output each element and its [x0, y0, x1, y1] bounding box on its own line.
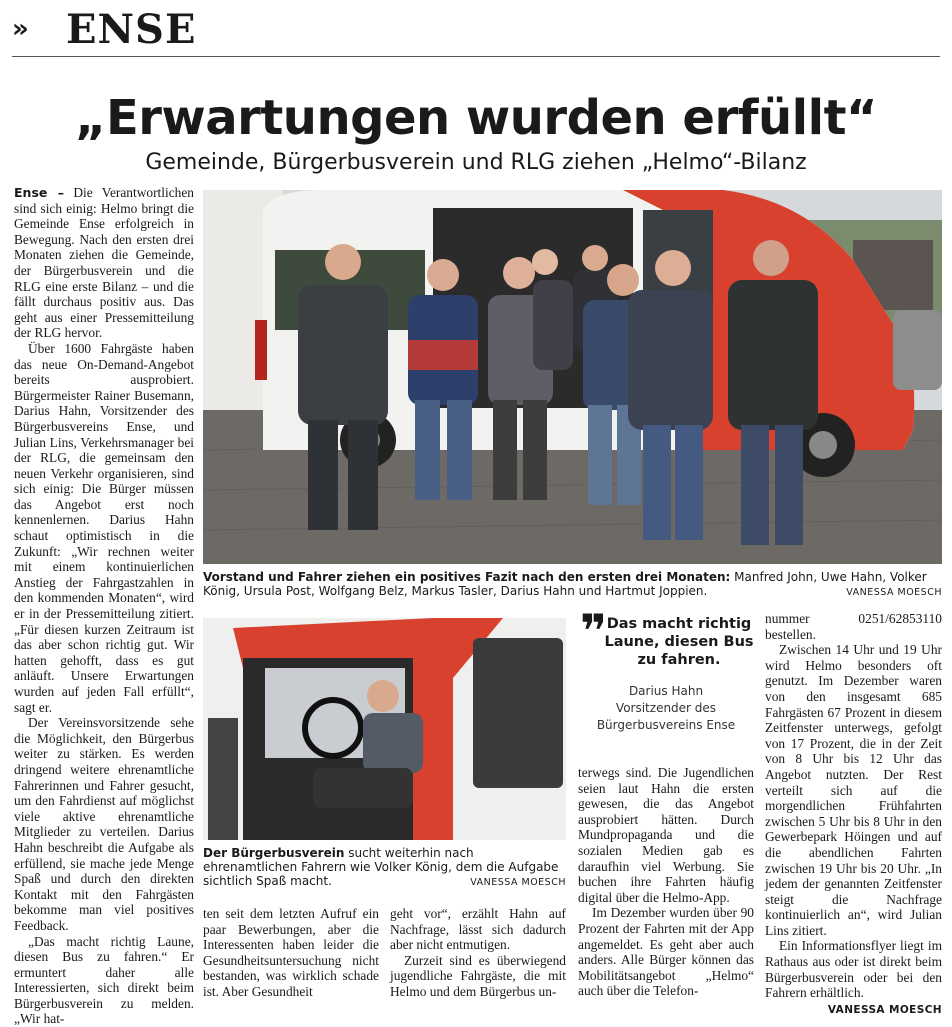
rubric-arrow: » [12, 14, 29, 44]
paragraph: Zurzeit sind es überwiegend jugendliche Fahrgäste, die mit Helmo und dem Bürgerbus un- [390, 953, 566, 1000]
author-byline: VANESSA MOESCH [765, 1003, 942, 1019]
quote-author: Darius Hahn [578, 683, 754, 700]
pull-quote [578, 615, 754, 734]
paragraph: „Das macht richtig Laune, diesen Bus zu fahren.“ Er ermuntert daher alle Interessierten, sich direkt beim Bürgerbusverein zu melden. „Wir hat- [14, 934, 194, 1027]
paragraph: nummer 0251/62853110 bestellen. [765, 611, 942, 642]
group-photo-image [203, 190, 942, 564]
paragraph: ten seit dem letzten Aufruf ein paar Bewerbungen, aber die Interessenten haben leider die Gesundheitsuntersuchung nicht bestanden, was wirklich schade ist. Aber Gesundheit [203, 906, 379, 1000]
quote-text: Das macht richtig Laune, diesen Bus zu fahren. [578, 615, 754, 669]
caption-text: sucht weiterhin nach ehrenamtlichen Fahrern wie Volker König, dem die Aufgabe sichtlich Spaß macht. [203, 846, 558, 888]
article-column-5 [765, 611, 942, 1018]
quote-role: Vorsitzender des Bürgerbusvereins Ense [578, 700, 754, 734]
group-photo [203, 190, 942, 564]
driver-photo-image [203, 618, 566, 840]
paragraph: terwegs sind. Die Jugendlichen seien laut Hahn die ersten gewesen, die das Angebot ausprobiert hätten. Durch Mundpropaganda und die sozialen Medien gab es daraufhin viel Werbung. Sie buchen ihre Fahrten häufig digital über die Helmo-App. [578, 765, 754, 905]
paragraph: Zwischen 14 Uhr und 19 Uhr wird Helmo besonders oft genutzt. Im Dezember waren von den insgesamt 685 Fahrgästen 67 Prozent in diesem Zeitfenster unterwegs, gefolgt von 17 Prozent, die in der Zeit von 8 Uhr bis 12 Uhr das Angebot nutzten. Der Rest verteilt sich auf die morgendlichen Frühfahrten zwischen 5 Uhr bis 8 Uhr in den Gewerbepark Höingen und auf die abendlichen Fahrten zwischen 19 Uhr bis 20 Uhr. „In jedem der genannten Zeitfenster steigt die Nachfrage kontinuierlich an“, wird Julian Lins zitiert. [765, 642, 942, 938]
paragraph: Ein Informationsflyer liegt im Rathaus aus oder ist direkt beim Bürgerbusverein oder bei den Fahrern erhältlich. [765, 938, 942, 1000]
paragraph: Im Dezember wurden über 90 Prozent der Fahrten mit der App angemeldet. Es geht aber auch anders. Alle Bürger können das Mobilitätsangebot „Helmo“ auch über die Telefon- [578, 905, 754, 999]
photo-credit: VANESSA MOESCH [366, 877, 566, 888]
paragraph: Der Vereinsvorsitzende sehe die Möglichkeit, den Bürgerbus weiter zu stärken. Es werden dringend weitere ehrenamtliche Fahrerinnen und Fahrer gesucht, um den Fahrdienst auf möglichst viele aktive ehrenamtliche Mitglieder zu verteilen. Darius Hahn beschreibt die Aufgabe als erfüllend, sie mache jede Menge Spaß und durch den direkten Kontakt mit den Fahrgästen bekomme man viel positives Feedback. [14, 715, 194, 933]
caption-lead: Vorstand und Fahrer ziehen ein positives Fazit nach den ersten drei Monaten: [203, 570, 730, 584]
caption-lead: Der Bürgerbusverein [203, 846, 344, 860]
headline: „Erwartungen wurden erfüllt“ [0, 90, 952, 146]
header-rule [12, 56, 940, 57]
paragraph: geht vor“, erzählt Hahn auf Nachfrage, lässt sich dadurch aber nicht entmutigen. [390, 906, 566, 953]
paragraph [14, 185, 194, 341]
caption-text: Manfred John, Uwe Hahn, Volker König, Ursula Post, Wolfgang Belz, Markus Tasler, Darius Hahn und Hartmut Joppien. [203, 570, 927, 598]
article-column-3 [390, 906, 566, 1000]
article-column-2 [203, 906, 379, 1000]
dateline: Ense – [14, 185, 64, 200]
photo-credit: VANESSA MOESCH [742, 587, 942, 598]
article-column-1 [14, 185, 194, 1027]
subheadline: Gemeinde, Bürgerbusverein und RLG ziehen „Helmo“-Bilanz [0, 150, 952, 175]
quote-mark-icon: ❞ [580, 611, 607, 651]
section-title: ENSE [66, 6, 196, 53]
paragraph: Über 1600 Fahrgäste haben das neue On-Demand-Angebot bereits ausprobiert. Bürgermeister Rainer Busemann, Darius Hahn, Vorsitzender des Bürgerbusvereins Ense, und Julian Lins, Verkehrsmanager bei der RLG, die gemeinsam den neuen Verkehr organisieren, sind sich einig: Die Bürger müssen das Angebot erst noch kennenlernen. Darius Hahn schaut optimistisch in die Zukunft: „Wir rechnen weiter mit einem kontinuierlichen Anstieg der Fahrgastzahlen in den kommenden Monaten“, wird er in der Pressemitteilung zitiert. „Für diesen kurzen Zeitraum ist das aber schon richtig gut. Wir hatten gehofft, dass es gut anläuft. Unsere Erwartungen wurden auf jeden Fall erfüllt“, sagt er. [14, 341, 194, 715]
article-column-4 [578, 765, 754, 999]
driver-photo [203, 618, 566, 840]
paragraph-text: Die Verantwortlichen sind sich einig: Helmo bringt die Gemeinde Ense erfolgreich in Bewegung. Nach den ersten drei Monaten ziehen die Gemeinde, der Bürgerbusverein und die RLG eine erste Bilanz – und die fällt durchaus positiv aus. Das geht aus einer Pressemitteilung der RLG hervor. [14, 185, 194, 340]
